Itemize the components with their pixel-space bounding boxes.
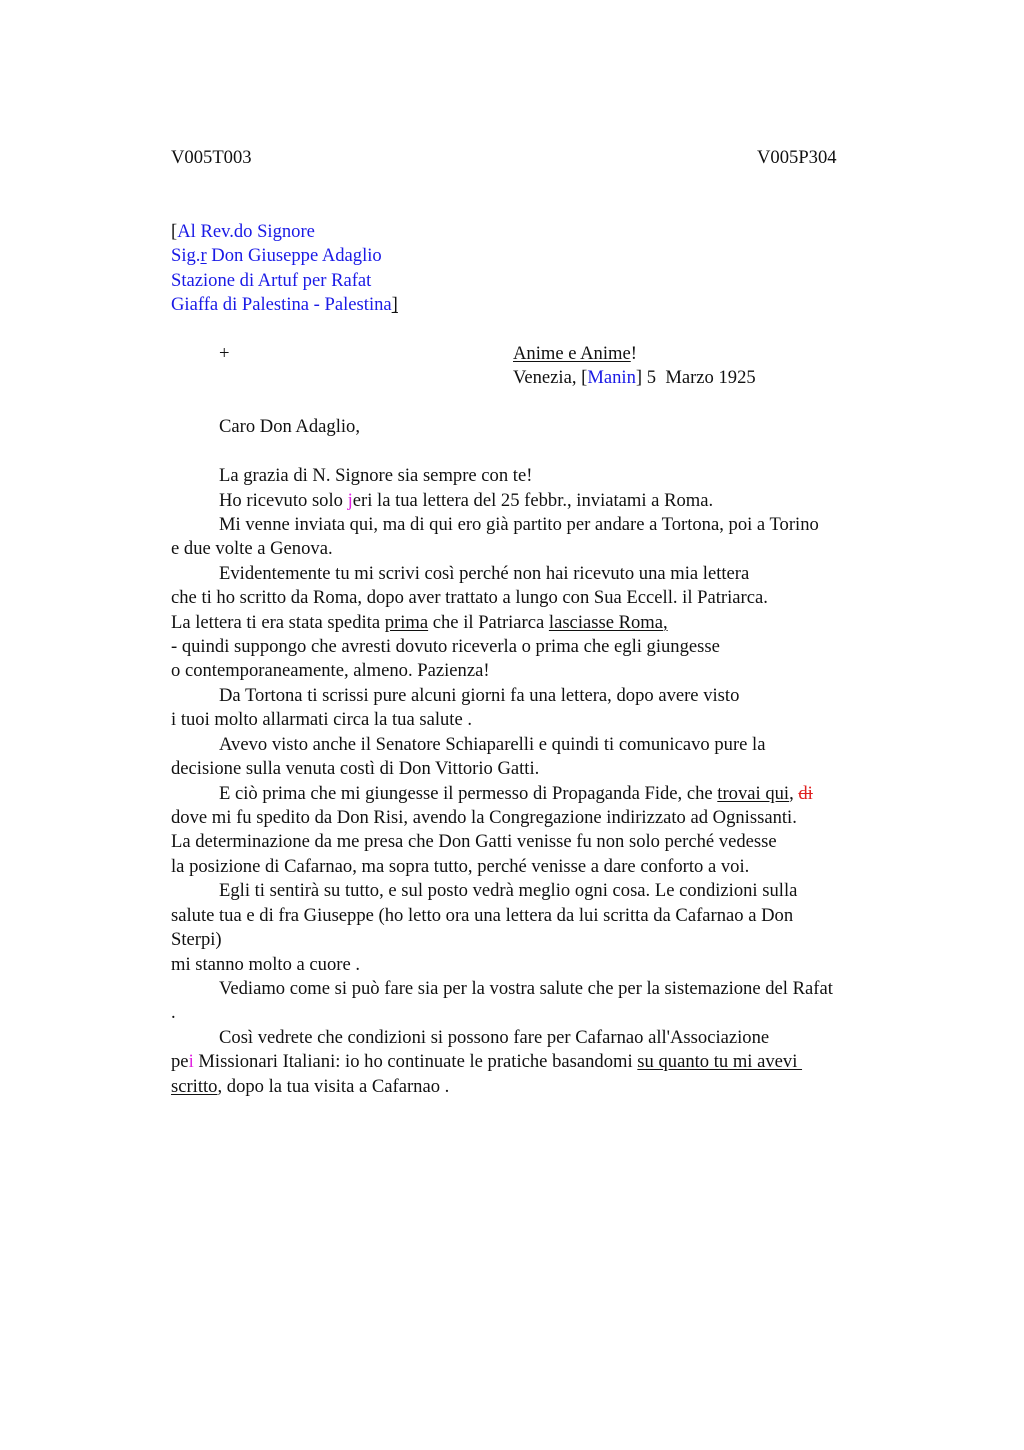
body-line: Mi venne inviata qui, ma di qui ero già partito per andare a Tortona, poi a Torino <box>219 514 819 535</box>
underlined-text: trovai qui <box>717 783 790 804</box>
body-line: pei Missionari Italiani: io ho continuate le pratiche basandomi su quanto tu mi avevi <box>171 1051 803 1072</box>
body-line: e due volte a Genova. <box>171 538 333 559</box>
body-line: E ciò prima che mi giungesse il permesso di Propaganda Fide, che trovai qui, di <box>219 783 813 804</box>
body-line: Da Tortona ti scrissi pure alcuni giorni fa una lettera, dopo avere visto <box>219 685 740 706</box>
doc-code-left: V005T003 <box>171 147 252 168</box>
struck-text: di <box>798 783 813 804</box>
body-line: Evidentemente tu mi scrivi così perché non hai ricevuto una mia lettera <box>219 563 750 584</box>
address-sig-superscript: r <box>200 245 207 266</box>
body-line: che ti ho scritto da Roma, dopo aver trattato a lungo con Sua Eccell. il Patriarca. <box>171 587 768 608</box>
body-line: mi stanno molto a cuore . <box>171 954 360 975</box>
address-sig: Sig. <box>171 245 201 266</box>
motto: Anime e Anime! <box>513 343 637 364</box>
motto-text: Anime e Anime <box>513 343 631 364</box>
correction-mark: j <box>347 490 353 511</box>
body-line: Egli ti sentirà su tutto, e sul posto vedrà meglio ogni cosa. Le condizioni sulla <box>219 880 798 901</box>
address-line-1: [Al Rev.do Signore <box>171 221 315 242</box>
cross-mark: + <box>219 343 230 364</box>
address-country: Giaffa di Palestina - Palestina <box>171 294 392 315</box>
body-line: dove mi fu spedito da Don Risi, avendo la Congregazione indirizzato ad Ognissanti. <box>171 807 797 828</box>
body-line: salute tua e di fra Giuseppe (ho letto ora una lettera da lui scritta da Cafarnao a Don <box>171 905 794 926</box>
body-line: - quindi suppongo che avresti dovuto riceverla o prima che egli giungesse <box>171 636 720 657</box>
underlined-text: scritto <box>171 1076 218 1097</box>
place-note: Manin <box>587 367 636 388</box>
body-line: La lettera ti era stata spedita prima che il Patriarca lasciasse Roma, <box>171 612 668 633</box>
body-line: Così vedrete che condizioni si possono fare per Cafarnao all'Associazione <box>219 1027 770 1048</box>
address-recipient-title: Al Rev.do Signore <box>177 221 315 242</box>
place-date: Venezia, [Manin] 5 Marzo 1925 <box>513 367 756 388</box>
underlined-text: su quanto tu mi avevi <box>637 1051 803 1072</box>
body-line: Avevo visto anche il Senatore Schiaparelli e quindi ti comunicavo pure la <box>219 734 766 755</box>
body-line: Vediamo come si può fare sia per la vostra salute che per la sistemazione del Rafat <box>219 978 833 999</box>
salutation: Caro Don Adaglio, <box>219 416 360 437</box>
underlined-text: lasciasse Roma <box>548 612 664 633</box>
body-line: La grazia di N. Signore sia sempre con te! <box>219 465 533 486</box>
address-line-2 <box>171 244 382 268</box>
body-line: i tuoi molto allarmati circa la tua salute . <box>171 709 473 730</box>
correction-mark: i <box>188 1051 194 1072</box>
body-line: La determinazione da me presa che Don Gatti venisse fu non solo perché vedesse <box>171 831 777 852</box>
underlined-text: prima <box>384 612 429 633</box>
body-line: . <box>171 1002 176 1023</box>
body-line: Ho ricevuto solo jeri la tua lettera del 25 febbr., inviatami a Roma. <box>219 490 714 511</box>
body-line: decisione sulla venuta costì di Don Vittorio Gatti. <box>171 758 540 779</box>
address-line-4: Giaffa di Palestina - Palestina] <box>171 294 398 315</box>
body-line: la posizione di Cafarnao, ma sopra tutto, perché venisse a dare conforto a voi. <box>171 856 750 877</box>
body-line: Sterpi) <box>171 929 222 950</box>
address-line-3: Stazione di Artuf per Rafat <box>171 270 372 291</box>
address-recipient-name: Don Giuseppe Adaglio <box>206 245 382 266</box>
body-line: o contemporaneamente, almeno. Pazienza! <box>171 660 490 681</box>
doc-code-right: V005P304 <box>757 147 837 168</box>
body-line: scritto, dopo la tua visita a Cafarnao . <box>171 1076 450 1097</box>
